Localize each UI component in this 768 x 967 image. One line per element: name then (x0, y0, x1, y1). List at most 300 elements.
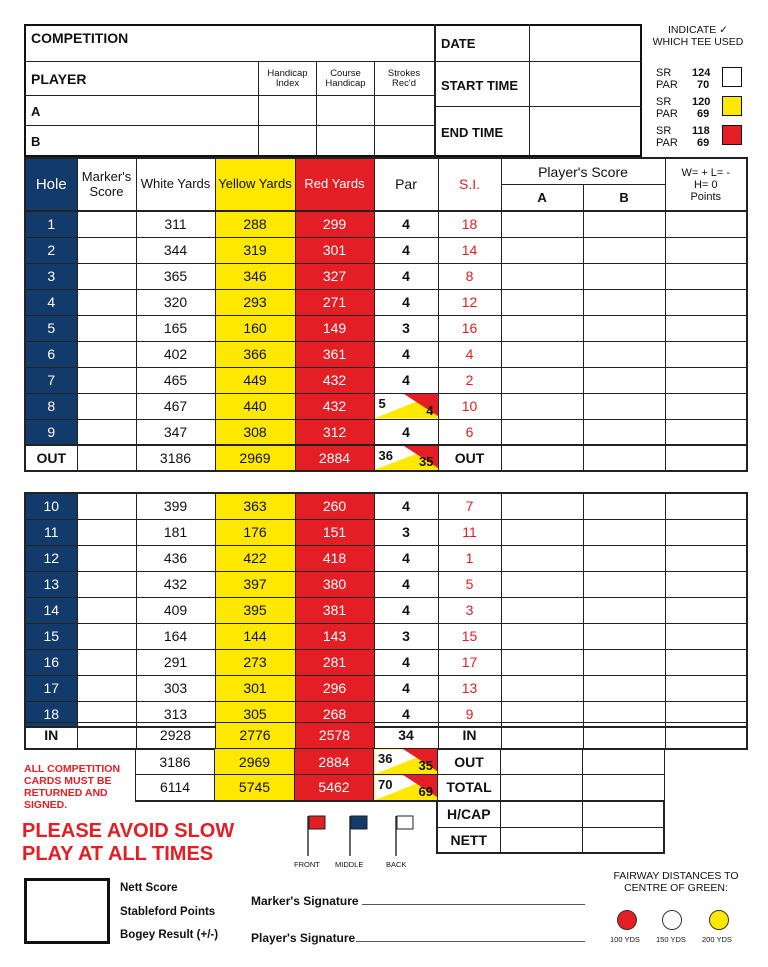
marker-cell[interactable] (77, 493, 136, 519)
hole-number: 13 (25, 571, 77, 597)
white-yards: 181 (136, 519, 215, 545)
yellow-yards: 273 (215, 649, 295, 675)
score-a-cell[interactable] (501, 419, 583, 445)
score-a-cell[interactable] (501, 649, 583, 675)
red-yards: 432 (295, 367, 374, 393)
score-b-cell[interactable] (583, 211, 665, 237)
yellow-yards: 308 (215, 419, 295, 445)
score-a-cell[interactable] (501, 597, 583, 623)
score-b-cell[interactable] (583, 289, 665, 315)
red-yards: 151 (295, 519, 374, 545)
hole-number: 9 (25, 419, 77, 445)
total-yellow: 5745 (215, 775, 295, 801)
score-b-cell[interactable] (583, 723, 665, 749)
score-b-cell[interactable] (583, 749, 665, 775)
hole-row (25, 341, 747, 367)
score-a-cell[interactable] (501, 775, 583, 801)
end-time-label: END TIME (441, 125, 504, 140)
hole-number: 18 (25, 701, 77, 727)
par-value: 4 (374, 419, 438, 445)
hole-row (25, 393, 747, 419)
white-yards-header: White Yards (136, 158, 215, 211)
points-cell[interactable] (665, 723, 747, 749)
red-yards: 281 (295, 649, 374, 675)
stroke-index: 10 (438, 393, 501, 419)
score-b-cell[interactable] (583, 775, 665, 801)
yellow-yards-header: Yellow Yards (215, 158, 295, 211)
yellow-yards: 301 (215, 675, 295, 701)
front-flag-label: FRONT (294, 860, 320, 869)
middle-flag-label: MIDDLE (335, 860, 364, 869)
marker-cell[interactable] (77, 393, 136, 419)
out2-par: 36 35 (374, 749, 438, 775)
handicap-index-label: Handicap Index (267, 68, 308, 89)
in-white: 2928 (136, 723, 215, 749)
red-yards-header: Red Yards (295, 158, 374, 211)
yellow-yards: 397 (215, 571, 295, 597)
out-row (25, 445, 747, 471)
score-a-cell[interactable] (501, 315, 583, 341)
nett-b-cell[interactable] (582, 827, 664, 853)
result-box[interactable] (24, 878, 110, 944)
white-yards: 436 (136, 545, 215, 571)
white-yards: 303 (136, 675, 215, 701)
marker-signature-line[interactable] (362, 904, 585, 905)
player-a-label: A (31, 104, 41, 119)
par-value: 3 (374, 315, 438, 341)
points-cell[interactable] (665, 445, 747, 471)
hole-row (25, 367, 747, 393)
stroke-index: 5 (438, 571, 501, 597)
par-value: 4 (374, 211, 438, 237)
points-cell[interactable] (665, 341, 747, 367)
white-yards: 402 (136, 341, 215, 367)
red-yards: 312 (295, 419, 374, 445)
total-white: 6114 (136, 775, 215, 801)
totals-table (24, 722, 748, 750)
score-a-cell[interactable] (501, 675, 583, 701)
back-flag-label: BACK (386, 860, 407, 869)
yellow-yards: 176 (215, 519, 295, 545)
out-yellow: 2969 (215, 445, 295, 471)
yellow-yards: 144 (215, 623, 295, 649)
score-a-header: A (502, 185, 584, 210)
score-a-cell[interactable] (501, 237, 583, 263)
middle-flag (335, 814, 380, 874)
hcap-label: H/CAP (437, 801, 500, 827)
marker-cell[interactable] (77, 237, 136, 263)
yellow-yards: 293 (215, 289, 295, 315)
red-yards: 380 (295, 571, 374, 597)
out2-red: 2884 (295, 749, 374, 775)
white-yards: 432 (136, 571, 215, 597)
yellow-marker-icon (709, 910, 729, 930)
marker-cell[interactable] (77, 211, 136, 237)
nett-label: NETT (437, 827, 500, 853)
in-si-label: IN (438, 723, 501, 749)
score-b-cell[interactable] (583, 393, 665, 419)
score-a-cell[interactable] (501, 723, 583, 749)
hole-number: 14 (25, 597, 77, 623)
yellow-yards: 440 (215, 393, 295, 419)
red-yards: 327 (295, 263, 374, 289)
marker-score-header: Marker's Score (77, 158, 136, 211)
score-a-cell[interactable] (501, 493, 583, 519)
back-nine-table (24, 492, 748, 728)
total-row (136, 775, 665, 801)
marker-cell[interactable] (77, 315, 136, 341)
yellow-yards: 395 (215, 597, 295, 623)
marker-signature-label: Marker's Signature (251, 894, 359, 908)
stroke-index: 6 (438, 419, 501, 445)
stroke-index: 7 (438, 493, 501, 519)
par-value: 4 (374, 545, 438, 571)
back-flag (386, 814, 426, 874)
hole-number: 6 (25, 341, 77, 367)
white-yards: 409 (136, 597, 215, 623)
red-yards: 149 (295, 315, 374, 341)
strokes-recd-label: Strokes Rec'd (387, 68, 421, 89)
red-yards: 418 (295, 545, 374, 571)
in-yellow: 2776 (215, 723, 295, 749)
score-b-cell[interactable] (583, 367, 665, 393)
front-nine-table (24, 157, 748, 472)
white-yards: 320 (136, 289, 215, 315)
white-yards: 313 (136, 701, 215, 727)
stroke-index: 8 (438, 263, 501, 289)
yellow-yards: 449 (215, 367, 295, 393)
out2-label: OUT (438, 749, 501, 775)
par-value: 4 (374, 237, 438, 263)
hcap-a-cell[interactable] (500, 801, 582, 827)
marker-cell[interactable] (77, 445, 136, 471)
marker-cell[interactable] (77, 545, 136, 571)
hole-header: Hole (25, 158, 77, 211)
yellow-yards: 319 (215, 237, 295, 263)
tee-yellow-info: SR 120 PAR 69 (656, 96, 711, 120)
out2-yellow: 2969 (215, 749, 295, 775)
marker-cell[interactable] (77, 571, 136, 597)
white-yards: 344 (136, 237, 215, 263)
stroke-index: 12 (438, 289, 501, 315)
white-yards: 347 (136, 419, 215, 445)
red-yards: 143 (295, 623, 374, 649)
score-b-cell[interactable] (583, 263, 665, 289)
stroke-index: 1 (438, 545, 501, 571)
points-cell[interactable] (665, 675, 747, 701)
points-cell[interactable] (665, 493, 747, 519)
marker-100-label: 100 YDS (610, 935, 640, 944)
yellow-yards: 422 (215, 545, 295, 571)
hole-row (25, 545, 747, 571)
points-cell[interactable] (665, 571, 747, 597)
par-value: 4 (374, 341, 438, 367)
stroke-index: 15 (438, 623, 501, 649)
points-cell[interactable] (665, 211, 747, 237)
in-row (25, 723, 747, 749)
stroke-index: 11 (438, 519, 501, 545)
score-a-cell[interactable] (501, 341, 583, 367)
stroke-index: 14 (438, 237, 501, 263)
points-cell[interactable] (665, 367, 747, 393)
yellow-yards: 366 (215, 341, 295, 367)
points-cell[interactable] (665, 393, 747, 419)
white-yards: 311 (136, 211, 215, 237)
hole-row (25, 623, 747, 649)
hole-number: 11 (25, 519, 77, 545)
score-a-cell[interactable] (501, 289, 583, 315)
date-label: DATE (441, 36, 476, 51)
hole-row (25, 263, 747, 289)
stroke-index: 16 (438, 315, 501, 341)
tee-red-checkbox[interactable] (722, 125, 742, 145)
score-a-cell[interactable] (501, 263, 583, 289)
players-score-header (501, 158, 665, 211)
marker-200-label: 200 YDS (702, 935, 732, 944)
white-yards: 164 (136, 623, 215, 649)
out-red: 2884 (295, 445, 374, 471)
score-b-cell[interactable] (583, 341, 665, 367)
par-value: 4 (374, 571, 438, 597)
score-b-cell[interactable] (583, 571, 665, 597)
par-value: 5 4 (374, 393, 438, 419)
player-signature-label: Player's Signature (251, 931, 356, 945)
par-value: 4 (374, 289, 438, 315)
par-value: 3 (374, 519, 438, 545)
par-value: 4 (374, 597, 438, 623)
score-b-cell[interactable] (583, 675, 665, 701)
par-value: 4 (374, 649, 438, 675)
hole-row (25, 675, 747, 701)
out-label: OUT (25, 445, 77, 471)
marker-cell[interactable] (77, 263, 136, 289)
white-yards: 399 (136, 493, 215, 519)
tee-white-checkbox[interactable] (722, 67, 742, 87)
hole-row (25, 211, 747, 237)
white-flag-icon (386, 814, 426, 859)
total-par: 70 69 (374, 775, 438, 801)
stroke-index: 2 (438, 367, 501, 393)
hole-row (25, 237, 747, 263)
score-a-cell[interactable] (501, 445, 583, 471)
out-summary-row (136, 749, 665, 775)
points-cell[interactable] (665, 289, 747, 315)
par-header: Par (374, 158, 438, 211)
hole-row (25, 597, 747, 623)
score-b-cell[interactable] (583, 519, 665, 545)
par-value: 4 (374, 493, 438, 519)
points-cell[interactable] (665, 263, 747, 289)
points-cell[interactable] (665, 623, 747, 649)
stableford-label: Stableford Points (120, 906, 216, 918)
white-marker-icon (662, 910, 682, 930)
hole-number: 16 (25, 649, 77, 675)
hole-number: 15 (25, 623, 77, 649)
score-a-cell[interactable] (501, 367, 583, 393)
score-b-cell[interactable] (583, 597, 665, 623)
red-yards: 301 (295, 237, 374, 263)
navy-flag-icon (340, 814, 380, 859)
hcap-b-cell[interactable] (582, 801, 664, 827)
hole-number: 7 (25, 367, 77, 393)
hole-row (25, 493, 747, 519)
red-yards: 296 (295, 675, 374, 701)
out2-white: 3186 (136, 749, 215, 775)
start-time-label: START TIME (441, 78, 519, 93)
players-score-label: Player's Score (502, 159, 665, 185)
red-yards: 271 (295, 289, 374, 315)
hole-number: 2 (25, 237, 77, 263)
red-flag-icon (298, 814, 338, 859)
in-par: 34 (374, 723, 438, 749)
front-flag (294, 814, 338, 874)
red-yards: 432 (295, 393, 374, 419)
summary-table (135, 748, 665, 802)
marker-cell[interactable] (77, 675, 136, 701)
hole-row (25, 419, 747, 445)
stroke-index: 9 (438, 701, 501, 727)
marker-cell[interactable] (77, 623, 136, 649)
par-value: 3 (374, 623, 438, 649)
nett-score-label: Nett Score (120, 882, 178, 894)
tee-white-info: SR 124 PAR 70 (656, 67, 711, 91)
marker-cell[interactable] (77, 341, 136, 367)
points-cell[interactable] (665, 315, 747, 341)
score-b-cell[interactable] (583, 545, 665, 571)
tee-yellow-checkbox[interactable] (722, 96, 742, 116)
stroke-index: 18 (438, 211, 501, 237)
score-a-cell[interactable] (501, 545, 583, 571)
red-marker-icon (617, 910, 637, 930)
tee-red-info: SR 118 PAR 69 (656, 125, 710, 149)
hole-number: 17 (25, 675, 77, 701)
score-b-cell[interactable] (583, 649, 665, 675)
marker-cell[interactable] (77, 289, 136, 315)
hole-row (25, 519, 747, 545)
par-value: 4 (374, 263, 438, 289)
handicap-nett-table (436, 800, 665, 854)
points-cell[interactable] (665, 649, 747, 675)
marker-cell[interactable] (77, 649, 136, 675)
score-a-cell[interactable] (501, 749, 583, 775)
points-cell[interactable] (665, 597, 747, 623)
fairway-distances-title: FAIRWAY DISTANCES TO CENTRE OF GREEN: (613, 870, 739, 894)
points-cell[interactable] (665, 519, 747, 545)
score-a-cell[interactable] (501, 211, 583, 237)
total-label: TOTAL (438, 775, 501, 801)
slow-play-notice: PLEASE AVOID SLOW PLAY AT ALL TIMES (22, 820, 235, 865)
total-red: 5462 (295, 775, 374, 801)
hole-number: 3 (25, 263, 77, 289)
hole-number: 12 (25, 545, 77, 571)
score-b-cell[interactable] (583, 315, 665, 341)
white-yards: 365 (136, 263, 215, 289)
out-par: 36 35 (374, 445, 438, 471)
score-b-cell[interactable] (583, 237, 665, 263)
course-handicap-label: Course Handicap (325, 68, 366, 89)
competition-label: COMPETITION (31, 30, 129, 46)
par-value: 4 (374, 675, 438, 701)
hole-number: 8 (25, 393, 77, 419)
player-signature-line[interactable] (356, 941, 585, 942)
wlh-header: W= + L= - H= 0 Points (665, 158, 747, 211)
yellow-yards: 363 (215, 493, 295, 519)
red-yards: 361 (295, 341, 374, 367)
stroke-index: 3 (438, 597, 501, 623)
hole-row (25, 315, 747, 341)
player-b-label: B (31, 134, 41, 149)
yellow-yards: 160 (215, 315, 295, 341)
red-yards: 268 (295, 701, 374, 727)
score-b-cell[interactable] (583, 623, 665, 649)
white-yards: 291 (136, 649, 215, 675)
end-time-field[interactable] (531, 108, 640, 155)
si-header: S.I. (438, 158, 501, 211)
yellow-yards: 346 (215, 263, 295, 289)
hole-row (25, 289, 747, 315)
points-cell[interactable] (665, 237, 747, 263)
in-label: IN (25, 723, 77, 749)
hole-number: 4 (25, 289, 77, 315)
stroke-index: 13 (438, 675, 501, 701)
score-b-cell[interactable] (583, 419, 665, 445)
nett-a-cell[interactable] (500, 827, 582, 853)
hole-row (25, 649, 747, 675)
red-yards: 299 (295, 211, 374, 237)
marker-cell[interactable] (77, 723, 136, 749)
red-yards: 381 (295, 597, 374, 623)
out-white: 3186 (136, 445, 215, 471)
marker-cell[interactable] (77, 597, 136, 623)
indicate-tee-label: INDICATE ✓ WHICH TEE USED (652, 24, 744, 48)
points-cell[interactable] (665, 545, 747, 571)
marker-cell[interactable] (77, 367, 136, 393)
par-value: 4 (374, 367, 438, 393)
score-b-header: B (619, 190, 629, 205)
score-b-cell[interactable] (583, 445, 665, 471)
points-cell[interactable] (665, 419, 747, 445)
return-cards-notice: ALL COMPETITION CARDS MUST BE RETURNED AND SIGNED. (24, 763, 121, 811)
hole-number: 5 (25, 315, 77, 341)
marker-cell[interactable] (77, 419, 136, 445)
red-yards: 260 (295, 493, 374, 519)
hole-number: 1 (25, 211, 77, 237)
white-yards: 165 (136, 315, 215, 341)
score-a-cell[interactable] (501, 393, 583, 419)
player-label: PLAYER (31, 71, 87, 87)
hole-number: 10 (25, 493, 77, 519)
score-b-cell[interactable] (583, 493, 665, 519)
stroke-index: 4 (438, 341, 501, 367)
bogey-label: Bogey Result (+/-) (120, 929, 219, 941)
score-a-cell[interactable] (501, 571, 583, 597)
score-a-cell[interactable] (501, 623, 583, 649)
yellow-yards: 305 (215, 701, 295, 727)
marker-cell[interactable] (77, 519, 136, 545)
date-field[interactable] (531, 26, 640, 60)
white-yards: 467 (136, 393, 215, 419)
start-time-field[interactable] (531, 63, 640, 105)
yellow-yards: 288 (215, 211, 295, 237)
hole-row (25, 571, 747, 597)
in-red: 2578 (295, 723, 374, 749)
par-value: 4 (374, 701, 438, 727)
score-a-cell[interactable] (501, 519, 583, 545)
stroke-index: 17 (438, 649, 501, 675)
out-si-label: OUT (438, 445, 501, 471)
marker-150-label: 150 YDS (656, 935, 686, 944)
white-yards: 465 (136, 367, 215, 393)
